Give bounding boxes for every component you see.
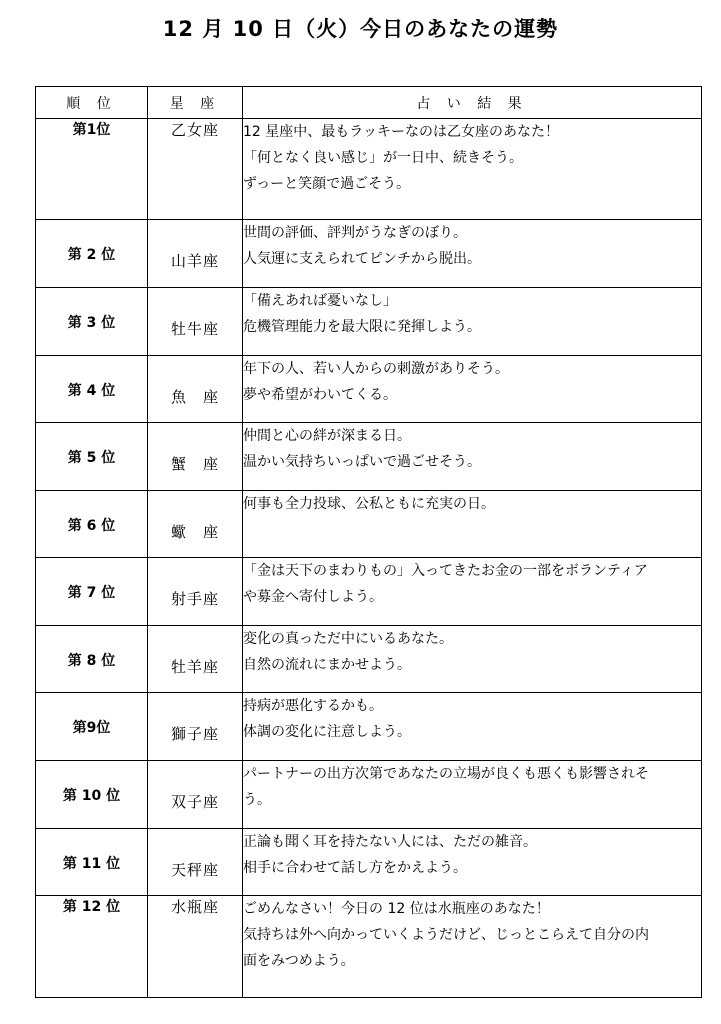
result-line: 正論も聞く耳を持たない人には、ただの雑音。 (243, 834, 537, 850)
table-row (36, 558, 702, 626)
result-line: 体調の変化に注意しよう。 (243, 724, 411, 740)
result-line: 持病が悪化するかも。 (243, 698, 383, 714)
header-sign: 星 座 (148, 87, 243, 119)
result-line: 面をみつめよう。 (243, 953, 355, 969)
rank-cell: 第 4 位 (36, 356, 148, 423)
result-line: 相手に合わせて話し方をかえよう。 (243, 860, 467, 876)
result-line: 年下の人、若い人からの刺激がありそう。 (243, 361, 509, 377)
result-line: 仲間と心の絆が深まる日。 (243, 428, 411, 444)
result-line: 夢や希望がわいてくる。 (243, 387, 397, 403)
header-rank: 順 位 (36, 87, 148, 119)
result-cell (243, 896, 702, 998)
sign-cell: 天秤座 (148, 829, 243, 896)
sign-cell: 乙女座 (148, 119, 243, 220)
result-cell (243, 423, 702, 491)
result-cell (243, 558, 702, 626)
rank-cell: 第 10 位 (36, 761, 148, 829)
result-line: ずっーと笑顔で過ごそう。 (243, 176, 411, 192)
rank-cell: 第9位 (36, 693, 148, 761)
sign-cell: 牡牛座 (148, 288, 243, 356)
rank-cell: 第 11 位 (36, 829, 148, 896)
rank-cell: 第 8 位 (36, 626, 148, 693)
sign-cell: 蟹 座 (148, 423, 243, 491)
result-line: う。 (243, 792, 271, 808)
result-cell (243, 356, 702, 423)
sign-cell: 山羊座 (148, 220, 243, 288)
result-line: 12 星座中、最もラッキーなのは乙女座のあなた！ (243, 124, 559, 140)
result-line: 世間の評価、評判がうなぎのぼり。 (243, 225, 467, 241)
result-cell (243, 829, 702, 896)
result-line: 「金は天下のまわりもの」入ってきたお金の一部をボランティア (243, 563, 648, 579)
result-line: 「何となく良い感じ」が一日中、続きそう。 (243, 150, 523, 166)
sign-cell: 双子座 (148, 761, 243, 829)
table-row (36, 423, 702, 491)
result-cell (243, 626, 702, 693)
table-row (36, 896, 702, 998)
result-line: ごめんなさい！今日の 12 位は水瓶座のあなた！ (243, 901, 550, 917)
rank-cell: 第 7 位 (36, 558, 148, 626)
result-line: パートナーの出方次第であなたの立場が良くも悪くも影響されそ (243, 766, 649, 782)
table-row (36, 626, 702, 693)
table-row (36, 356, 702, 423)
result-line: 温かい気持ちいっぱいで過ごせそう。 (243, 454, 481, 470)
header-result: 占 い 結 果 (243, 87, 702, 119)
result-line: 何事も全力投球、公私ともに充実の日。 (243, 496, 495, 512)
result-line: 人気運に支えられてピンチから脱出。 (243, 251, 481, 267)
table-row (36, 288, 702, 356)
result-cell (243, 288, 702, 356)
table-row (36, 119, 702, 220)
result-line: 変化の真っただ中にいるあなた。 (243, 631, 453, 647)
table-header-row (36, 87, 702, 119)
table-row (36, 693, 702, 761)
fortune-table (35, 86, 702, 998)
rank-cell: 第 6 位 (36, 491, 148, 558)
result-cell (243, 220, 702, 288)
result-line: や募金へ寄付しよう。 (243, 589, 383, 605)
rank-cell: 第 3 位 (36, 288, 148, 356)
rank-cell: 第1位 (36, 119, 148, 220)
sign-cell: 牡羊座 (148, 626, 243, 693)
sign-cell: 獅子座 (148, 693, 243, 761)
rank-cell: 第 5 位 (36, 423, 148, 491)
result-line: 危機管理能力を最大限に発揮しよう。 (243, 319, 481, 335)
rank-cell: 第 2 位 (36, 220, 148, 288)
result-line: 「備えあれば憂いなし」 (243, 293, 397, 309)
table-row (36, 220, 702, 288)
table-row (36, 761, 702, 829)
result-line: 気持ちは外へ向かっていくようだけど、じっとこらえて自分の内 (243, 927, 649, 943)
sign-cell: 魚 座 (148, 356, 243, 423)
sign-cell: 水瓶座 (148, 896, 243, 998)
sign-cell: 蠍 座 (148, 491, 243, 558)
result-line: 自然の流れにまかせよう。 (243, 657, 411, 673)
table-body (36, 119, 702, 998)
result-cell (243, 693, 702, 761)
result-cell (243, 119, 702, 220)
result-cell (243, 491, 702, 558)
table-row (36, 829, 702, 896)
rank-cell: 第 12 位 (36, 896, 148, 998)
sign-cell: 射手座 (148, 558, 243, 626)
result-cell (243, 761, 702, 829)
page-title: 12 月 10 日（火）今日のあなたの運勢 (162, 17, 559, 41)
table-row (36, 491, 702, 558)
